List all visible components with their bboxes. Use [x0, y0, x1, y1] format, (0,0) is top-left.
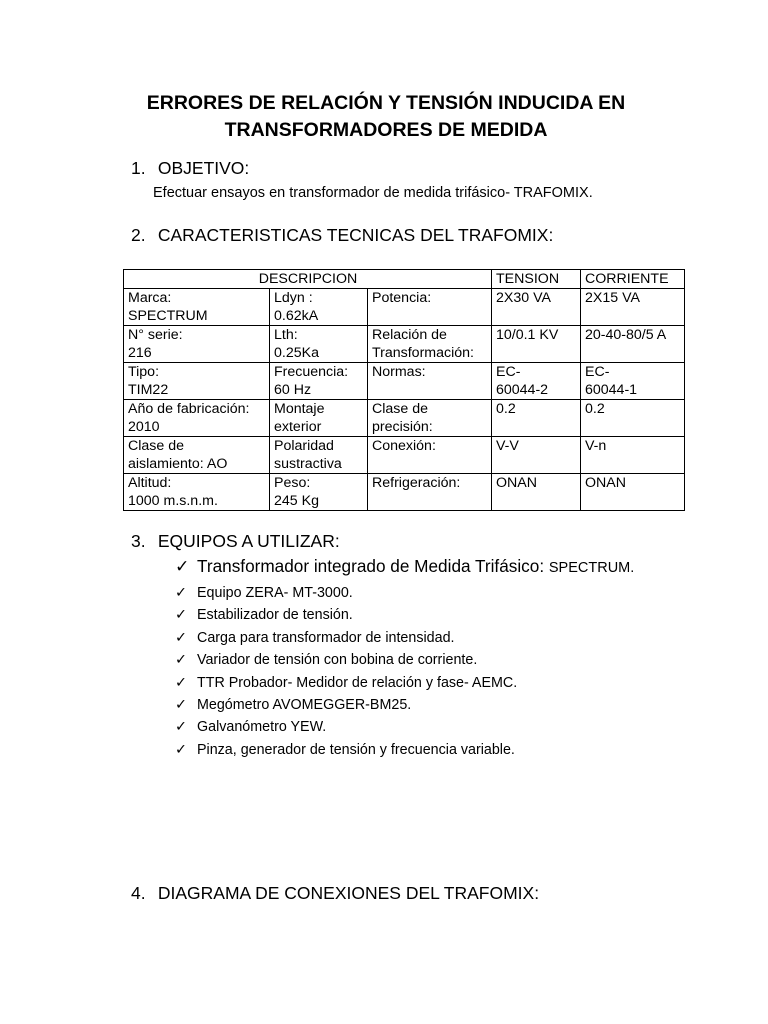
spec-cell-detail: Polaridad sustractiva — [270, 437, 368, 474]
checkmark-icon: ✓ — [175, 556, 190, 576]
table-row — [124, 474, 685, 511]
checkmark-icon: ✓ — [175, 652, 187, 669]
spec-cell-corriente: V-n — [581, 437, 685, 474]
equipment-item-text: TTR Probador- Medidor de relación y fase- AEMC. — [197, 674, 518, 691]
table-row — [124, 326, 685, 363]
section-equipos-heading — [131, 530, 340, 552]
spec-cell-parameter: Relación de Transformación: — [368, 326, 492, 363]
spec-cell-corriente: 0.2 — [581, 400, 685, 437]
spec-cell-parameter: Refrigeración: — [368, 474, 492, 511]
equipment-item-text: Transformador integrado de Medida Trifásico: — [197, 556, 549, 576]
spec-cell-tension: V-V — [492, 437, 581, 474]
spec-cell-detail: Ldyn : 0.62kA — [270, 289, 368, 326]
title-line-1: ERRORES DE RELACIÓN Y TENSIÓN INDUCIDA EN — [146, 92, 626, 114]
spec-cell-corriente: 20-40-80/5 A — [581, 326, 685, 363]
section-number: 1. — [131, 158, 146, 178]
table-row — [124, 437, 685, 474]
equipment-item-text: Estabilizador de tensión. — [197, 607, 353, 624]
table-row — [124, 289, 685, 326]
spec-cell-description: Tipo: TIM22 — [124, 363, 270, 400]
checkmark-icon: ✓ — [175, 585, 187, 601]
spec-cell-description: Altitud: 1000 m.s.n.m. — [124, 474, 270, 511]
checkmark-icon: ✓ — [175, 719, 187, 736]
equipment-brand: SPECTRUM. — [548, 560, 635, 576]
list-item — [175, 716, 634, 738]
equipment-item-text: Megómetro AVOMEGGER-BM25. — [197, 697, 412, 714]
spec-cell-corriente: EC- 60044-1 — [581, 363, 685, 400]
list-item — [175, 739, 634, 761]
section-caracteristicas-heading — [131, 224, 553, 246]
section-title: OBJETIVO: — [157, 158, 250, 178]
checkmark-icon: ✓ — [175, 697, 187, 714]
spec-cell-parameter: Potencia: — [368, 289, 492, 326]
spec-cell-corriente: 2X15 VA — [581, 289, 685, 326]
spec-cell-description: Clase de aislamiento: AO — [124, 437, 270, 474]
checkmark-icon: ✓ — [175, 607, 187, 624]
spec-cell-parameter: Conexión: — [368, 437, 492, 474]
checkmark-icon: ✓ — [175, 741, 187, 758]
equipment-item-text: Pinza, generador de tensión y frecuencia variable. — [197, 741, 515, 758]
equipment-item-text: Variador de tensión con bobina de corriente. — [197, 652, 478, 669]
spec-cell-parameter: Normas: — [368, 363, 492, 400]
equipment-item-text: Carga para transformador de intensidad. — [197, 629, 455, 646]
section-number: 3. — [131, 531, 146, 551]
spec-cell-detail: Frecuencia: 60 Hz — [270, 363, 368, 400]
spec-cell-description: Marca: SPECTRUM — [124, 289, 270, 326]
list-item — [175, 582, 634, 604]
spec-cell-parameter: Clase de precisión: — [368, 400, 492, 437]
spec-cell-description: N° serie: 216 — [124, 326, 270, 363]
spec-cell-tension: 10/0.1 KV — [492, 326, 581, 363]
spec-cell-tension: EC- 60044-2 — [492, 363, 581, 400]
document-title — [0, 90, 768, 144]
list-item — [175, 555, 634, 579]
table-header-row — [124, 270, 685, 289]
section-title: EQUIPOS A UTILIZAR: — [157, 531, 340, 551]
specs-table-body — [124, 270, 685, 511]
specs-table — [123, 269, 685, 511]
spec-cell-tension: 2X30 VA — [492, 289, 581, 326]
list-item — [175, 672, 634, 694]
list-item — [175, 649, 634, 671]
equipment-list — [175, 555, 634, 761]
equipment-item-text: Equipo ZERA- MT-3000. — [197, 585, 353, 601]
equipment-item-text: Galvanómetro YEW. — [197, 719, 327, 736]
checkmark-icon: ✓ — [175, 629, 187, 646]
section-title: DIAGRAMA DE CONEXIONES DEL TRAFOMIX: — [157, 883, 540, 903]
table-row — [124, 363, 685, 400]
spec-cell-detail: Montaje exterior — [270, 400, 368, 437]
objective-text: Efectuar ensayos en transformador de medida trifásico- TRAFOMIX. — [153, 185, 593, 201]
section-diagrama-heading — [131, 882, 539, 904]
list-item — [175, 694, 634, 716]
header-cell-tension: TENSION — [492, 270, 581, 289]
spec-cell-description: Año de fabricación: 2010 — [124, 400, 270, 437]
header-cell-descripcion: DESCRIPCION — [124, 270, 492, 289]
list-item — [175, 604, 634, 626]
spec-cell-detail: Lth: 0.25Ka — [270, 326, 368, 363]
spec-cell-tension: ONAN — [492, 474, 581, 511]
section-number: 4. — [131, 883, 146, 903]
checkmark-icon: ✓ — [175, 674, 187, 691]
list-item — [175, 627, 634, 649]
header-cell-corriente: CORRIENTE — [581, 270, 685, 289]
spec-cell-detail: Peso: 245 Kg — [270, 474, 368, 511]
section-number: 2. — [131, 225, 146, 245]
section-objetivo-heading — [131, 157, 249, 179]
section-title: CARACTERISTICAS TECNICAS DEL TRAFOMIX: — [157, 225, 554, 245]
spec-cell-corriente: ONAN — [581, 474, 685, 511]
title-line-2: TRANSFORMADORES DE MEDIDA — [224, 119, 548, 141]
spec-cell-tension: 0.2 — [492, 400, 581, 437]
table-row — [124, 400, 685, 437]
